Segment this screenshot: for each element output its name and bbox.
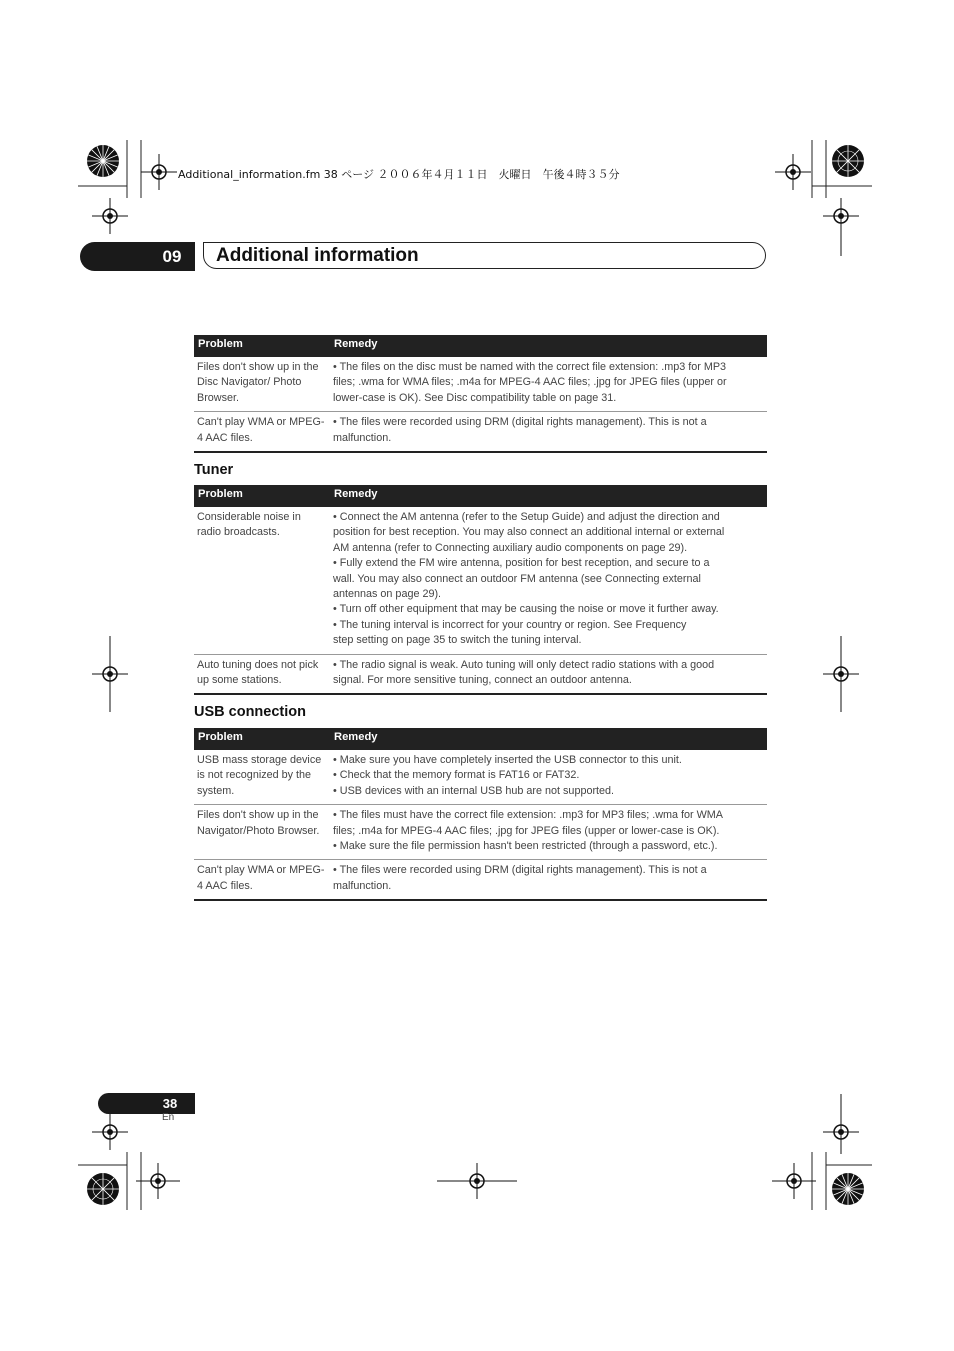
- column-header-problem: Problem: [194, 485, 330, 507]
- table-row: [194, 357, 767, 412]
- registration-wheel-icon: [831, 1172, 865, 1206]
- crosshair-icon: [437, 1163, 517, 1199]
- crosshair-icon: [823, 636, 859, 712]
- remedy-line: wall. You may also connect an outdoor FM antenna (see Connecting external: [333, 572, 701, 585]
- remedy-cell: [330, 357, 767, 412]
- table-row: [194, 654, 767, 694]
- remedy-line: • The files on the disc must be named with the correct file extension: .mp3 for MP3: [333, 361, 727, 373]
- column-header-problem: Problem: [194, 728, 330, 750]
- remedy-line: • The files were recorded using DRM (digital rights management). This is not a: [333, 416, 707, 429]
- crosshair-icon: [141, 154, 177, 190]
- remedy-cell: [330, 654, 767, 694]
- registration-wheel-icon: [86, 1172, 120, 1206]
- troubleshooting-table-tuner: [194, 485, 767, 695]
- remedy-line: • USB devices with an internal USB hub are not supported.: [333, 784, 615, 797]
- crosshair-icon: [823, 198, 859, 258]
- remedy-cell: [330, 507, 767, 654]
- column-header-remedy: Remedy: [330, 485, 767, 507]
- remedy-line: • Turn off other equipment that may be causing the noise or move it further away.: [333, 603, 719, 616]
- remedy-line: • The radio signal is weak. Auto tuning will only detect radio stations with a good: [333, 658, 715, 671]
- crosshair-icon: [92, 636, 128, 712]
- language-code: En: [162, 1112, 175, 1123]
- crosshair-icon: [136, 1163, 180, 1199]
- page-number: 38: [162, 1096, 178, 1111]
- problem-cell: Considerable noise in radio broadcasts.: [194, 507, 330, 654]
- remedy-line: step setting on page 35 to switch the tuning interval.: [333, 634, 582, 647]
- remedy-line: signal. For more sensitive tuning, connect an outdoor antenna.: [333, 674, 632, 687]
- remedy-line: antennas on page 29).: [333, 588, 442, 601]
- problem-cell: Can't play WMA or MPEG-4 AAC files.: [194, 412, 330, 452]
- crosshair-icon: [772, 1163, 816, 1199]
- remedy-line: • Make sure you have completely inserted the USB connector to this unit.: [333, 754, 682, 766]
- remedy-cell: [330, 860, 767, 900]
- chapter-title: Additional information: [216, 245, 419, 266]
- problem-cell: Files don't show up in the Navigator/Photo Browser.: [194, 805, 330, 860]
- remedy-line: • Connect the AM antenna (refer to the Setup Guide) and adjust the direction and: [333, 511, 720, 523]
- registration-wheel-icon: [831, 144, 865, 178]
- crosshair-icon: [92, 1114, 128, 1150]
- remedy-cell: [330, 805, 767, 860]
- table-row: [194, 805, 767, 860]
- remedy-line: • The tuning interval is incorrect for your country or region. See Frequency: [333, 618, 687, 631]
- section-heading-tuner: Tuner: [194, 462, 234, 478]
- remedy-line: AM antenna (refer to Connecting auxiliary audio components on page 29).: [333, 541, 688, 554]
- column-header-remedy: Remedy: [330, 335, 767, 357]
- column-header-remedy: Remedy: [330, 728, 767, 750]
- troubleshooting-table-usb: [194, 728, 767, 901]
- remedy-line: • Fully extend the FM wire antenna, position for best reception, and secure to a: [333, 557, 710, 570]
- column-header-problem: Problem: [194, 335, 330, 357]
- remedy-line: malfunction.: [333, 431, 392, 444]
- crosshair-icon: [823, 1094, 859, 1154]
- table-row: [194, 860, 767, 900]
- problem-cell: Can't play WMA or MPEG-4 AAC files.: [194, 860, 330, 900]
- remedy-line: files; .wma for WMA files; .m4a for MPEG-4 AAC files; .jpg for JPEG files (upper or: [333, 376, 727, 389]
- remedy-cell: [330, 750, 767, 805]
- table-row: [194, 750, 767, 805]
- remedy-line: lower-case is OK). See Disc compatibility table on page 31.: [333, 391, 617, 404]
- registration-wheel-icon: [86, 144, 120, 178]
- remedy-line: • Make sure the file permission hasn't been restricted (through a password, etc.).: [333, 840, 718, 853]
- remedy-line: position for best reception. You may also connect an additional internal or external: [333, 526, 725, 539]
- crosshair-icon: [775, 154, 811, 190]
- remedy-cell: [330, 412, 767, 452]
- problem-cell: USB mass storage device is not recognized by the system.: [194, 750, 330, 805]
- chapter-number: 09: [162, 247, 182, 266]
- table-row: [194, 412, 767, 452]
- remedy-line: files; .m4a for MPEG-4 AAC files; .jpg for JPEG files (upper or lower-case is OK).: [333, 824, 720, 837]
- remedy-line: malfunction.: [333, 879, 392, 892]
- troubleshooting-table-general: [194, 335, 767, 453]
- problem-cell: Auto tuning does not pick up some stations.: [194, 654, 330, 694]
- table-row: [194, 507, 767, 654]
- section-heading-usb: USB connection: [194, 704, 306, 720]
- remedy-line: • Check that the memory format is FAT16 or FAT32.: [333, 769, 580, 782]
- problem-cell: Files don't show up in the Disc Navigator/ Photo Browser.: [194, 357, 330, 412]
- print-header: Additional_information.fm 38 ページ ２００６年４月１１日 火曜日 午後４時３５分: [178, 168, 620, 181]
- remedy-line: • The files must have the correct file extension: .mp3 for MP3 files; .wma for WMA: [333, 809, 724, 822]
- remedy-line: • The files were recorded using DRM (digital rights management). This is not a: [333, 864, 707, 877]
